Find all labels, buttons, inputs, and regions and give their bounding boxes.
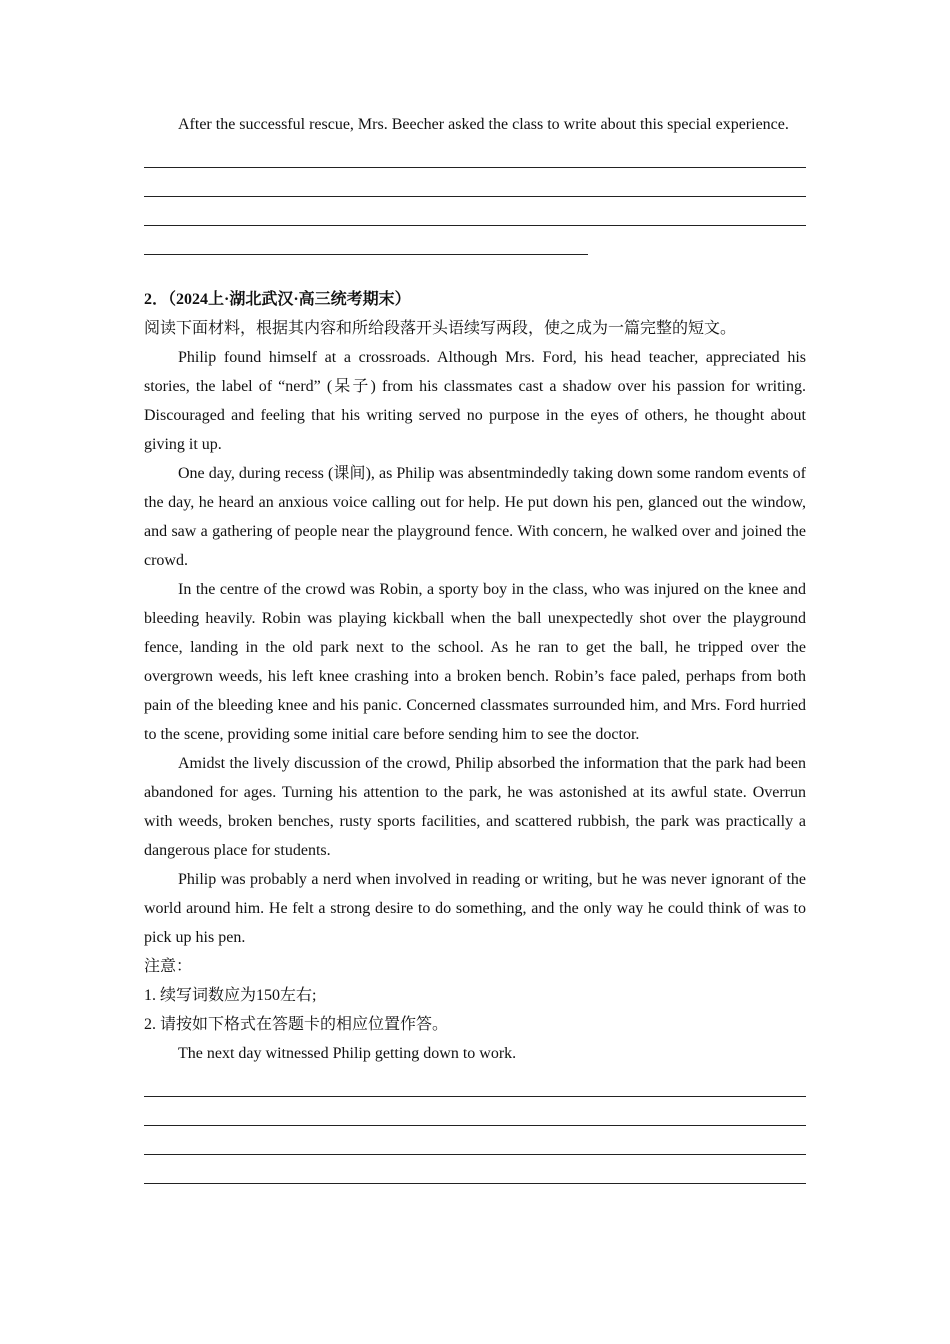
- note-label: 注意：: [144, 958, 193, 975]
- answer-line: [144, 1068, 806, 1097]
- answer-line: [144, 1097, 806, 1126]
- answer-line: [144, 197, 806, 226]
- note-item: 1. 续写词数应为150左右;: [144, 987, 317, 1004]
- paragraph: Philip was probably a nerd when involved in reading or writing, but he was never ignorant of the world around him. He felt a strong desire to do something, and the only way he could think of was to pick up his pen.: [144, 871, 806, 946]
- paragraph: One day, during recess (课间), as Philip was absentmindedly taking down some random events of the day, he heard an anxious voice calling out for help. He put down his pen, glanced out the window, and saw a gathering of people near the playground fence. With concern, he walked over and joined the crowd.: [144, 465, 806, 569]
- question-title: 2．（2024上·湖北武汉·高三统考期末）: [144, 291, 411, 308]
- answer-line: [144, 226, 588, 255]
- paragraph: In the centre of the crowd was Robin, a sporty boy in the class, who was injured on the knee and bleeding heavily. Robin was playing kickball when the ball unexpectedly shot over the playground fence, landing in the old park next to the school. As he ran to get the ball, he tripped over the overgrown weeds, his left knee crashing into a broken bench. Robin’s face paled, perhaps from both pain of the bleeding knee and his panic. Concerned classmates surrounded him, and Mrs. Ford hurried to the scene, providing some initial care before sending him to see the doctor.: [144, 581, 806, 743]
- note-item: 2. 请按如下格式在答题卡的相应位置作答。: [144, 1016, 449, 1033]
- document-page: [144, 110, 806, 1184]
- answer-line: [144, 168, 806, 197]
- answer-line: [144, 139, 806, 168]
- paragraph: Philip found himself at a crossroads. Although Mrs. Ford, his head teacher, appreciated his stories, the label of “nerd” (呆子) from his classmates cast a shadow over his passion for writing. Discouraged and feeling that his writing served no purpose in the eyes of others, he thought about giving it up.: [144, 349, 806, 453]
- paragraph: Amidst the lively discussion of the crowd, Philip absorbed the information that the park had been abandoned for ages. Turning his attention to the park, he was astonished at its awful state. Overrun with weeds, broken benches, rusty sports facilities, and scattered rubbish, the park was practically a dangerous place for students.: [144, 755, 806, 859]
- answer-line: [144, 1126, 806, 1155]
- continuation-start: The next day witnessed Philip getting down to work.: [178, 1045, 517, 1062]
- section1-prompt: After the successful rescue, Mrs. Beecher asked the class to write about this special experience.: [178, 116, 789, 133]
- answer-line: [144, 1155, 806, 1184]
- instruction: 阅读下面材料，根据其内容和所给段落开头语续写两段，使之成为一篇完整的短文。: [144, 320, 737, 337]
